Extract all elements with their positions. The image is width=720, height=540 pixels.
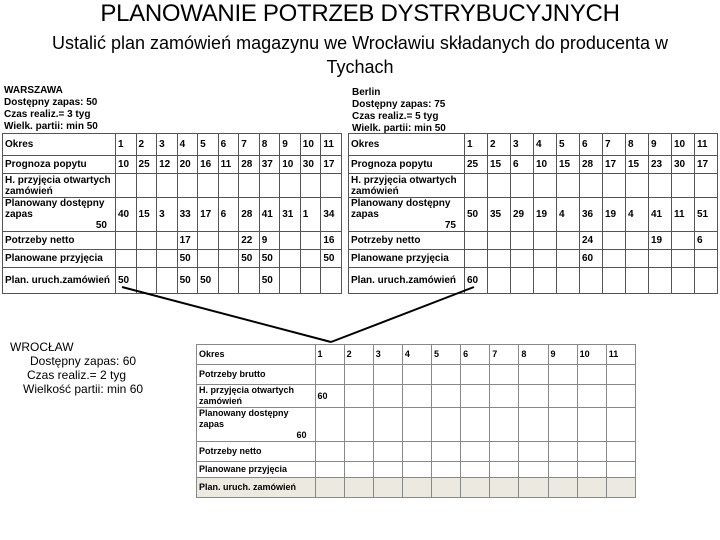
berlin-cell: 6 bbox=[695, 232, 718, 250]
warszawa-cell: 50 bbox=[177, 268, 198, 294]
wroclaw-header bbox=[10, 340, 143, 396]
warszawa-row-label-text: Planowany dostępny zapas bbox=[5, 198, 105, 220]
berlin-cell: 10 bbox=[672, 134, 695, 156]
warszawa-cell: 9 bbox=[259, 232, 280, 250]
wroclaw-cell bbox=[461, 365, 490, 385]
wroclaw-cell bbox=[402, 365, 431, 385]
wroclaw-row-label bbox=[197, 385, 316, 408]
wroclaw-cell bbox=[490, 408, 519, 442]
wroclaw-initial-stock: 60 bbox=[296, 430, 307, 440]
wroclaw-cell bbox=[548, 478, 577, 498]
wroclaw-cell bbox=[373, 462, 402, 478]
warszawa-cell: 31 bbox=[280, 198, 301, 232]
berlin-cell: 11 bbox=[695, 134, 718, 156]
wroclaw-row-label-text: Plan. uruch. zamówień bbox=[199, 482, 297, 492]
wroclaw-cell bbox=[606, 408, 635, 442]
wroclaw-cell bbox=[461, 442, 490, 462]
warszawa-cell: 33 bbox=[177, 198, 198, 232]
wroclaw-cell bbox=[402, 442, 431, 462]
wroclaw-cell bbox=[402, 408, 431, 442]
wroclaw-cell bbox=[461, 462, 490, 478]
warszawa-cell: 34 bbox=[321, 198, 342, 232]
wroclaw-cell bbox=[344, 365, 373, 385]
wroclaw-cell bbox=[315, 478, 344, 498]
warszawa-cell: 4 bbox=[177, 134, 198, 156]
wroclaw-cell bbox=[402, 478, 431, 498]
wroclaw-cell bbox=[548, 442, 577, 462]
wroclaw-cell bbox=[577, 442, 606, 462]
warszawa-cell: 22 bbox=[239, 232, 260, 250]
warszawa-cell: 41 bbox=[259, 198, 280, 232]
wroclaw-cell bbox=[315, 462, 344, 478]
berlin-row-label-text: Planowane przyjęcia bbox=[351, 253, 449, 264]
wroclaw-cell: 8 bbox=[519, 345, 548, 365]
wroclaw-cell bbox=[519, 442, 548, 462]
wroclaw-cell bbox=[402, 385, 431, 408]
berlin-cell: 17 bbox=[603, 156, 626, 174]
wroclaw-cell: 4 bbox=[402, 345, 431, 365]
wroclaw-cell bbox=[344, 385, 373, 408]
wroclaw-row-label-text: Planowane przyjęcia bbox=[199, 464, 288, 474]
wroclaw-cell bbox=[490, 365, 519, 385]
wroclaw-cell bbox=[606, 442, 635, 462]
wroclaw-cell: 3 bbox=[373, 345, 402, 365]
berlin-name: Berlin bbox=[352, 87, 381, 98]
warszawa-cell: 11 bbox=[321, 134, 342, 156]
wroclaw-cell bbox=[577, 478, 606, 498]
wroclaw-lot-size: Wielkość partii: min 60 bbox=[23, 382, 144, 396]
wroclaw-cell: 6 bbox=[461, 345, 490, 365]
wroclaw-cell bbox=[373, 478, 402, 498]
wroclaw-row-label bbox=[197, 442, 316, 462]
wroclaw-cell: 60 bbox=[315, 385, 344, 408]
berlin-cell: 8 bbox=[626, 134, 649, 156]
wroclaw-cell bbox=[402, 462, 431, 478]
wroclaw-cell bbox=[315, 365, 344, 385]
wroclaw-cell bbox=[577, 365, 606, 385]
wroclaw-cell bbox=[432, 462, 461, 478]
warszawa-cell: 50 bbox=[259, 268, 280, 294]
berlin-cell: 19 bbox=[534, 198, 557, 232]
wroclaw-table bbox=[196, 344, 636, 498]
berlin-cell: 4 bbox=[557, 198, 580, 232]
wroclaw-cell bbox=[519, 385, 548, 408]
berlin-lot-size: Wielk. partii: min 50 bbox=[352, 123, 446, 134]
wroclaw-cell bbox=[606, 462, 635, 478]
warszawa-cell: 50 bbox=[198, 268, 219, 294]
wroclaw-cell bbox=[490, 385, 519, 408]
berlin-cell: 19 bbox=[603, 198, 626, 232]
warszawa-cell: 6 bbox=[218, 134, 239, 156]
berlin-cell: 17 bbox=[695, 156, 718, 174]
berlin-cell: 3 bbox=[511, 134, 534, 156]
warszawa-cell: 17 bbox=[177, 232, 198, 250]
wroclaw-cell bbox=[373, 385, 402, 408]
wroclaw-cell bbox=[606, 478, 635, 498]
berlin-cell: 29 bbox=[511, 198, 534, 232]
wroclaw-row-label-text: H. przyjęcia otwartych zamówień bbox=[199, 385, 295, 406]
warszawa-row-label-text: Potrzeby netto bbox=[5, 235, 75, 246]
wroclaw-cell bbox=[606, 385, 635, 408]
warszawa-cell: 50 bbox=[177, 250, 198, 268]
wroclaw-row bbox=[197, 385, 636, 408]
warszawa-cell: 50 bbox=[259, 250, 280, 268]
berlin-cell: 19 bbox=[649, 232, 672, 250]
warszawa-cell: 40 bbox=[116, 198, 137, 232]
wroclaw-cell: 5 bbox=[432, 345, 461, 365]
wroclaw-cell bbox=[344, 408, 373, 442]
wroclaw-cell bbox=[461, 408, 490, 442]
wroclaw-row-label bbox=[197, 345, 316, 365]
warszawa-stock: Dostępny zapas: 50 bbox=[4, 97, 98, 108]
wroclaw-cell bbox=[461, 385, 490, 408]
berlin-initial-stock: 75 bbox=[444, 220, 456, 231]
berlin-cell: 4 bbox=[626, 198, 649, 232]
berlin-row-label-text: Plan. uruch.zamówień bbox=[351, 275, 457, 286]
warszawa-cell: 16 bbox=[198, 156, 219, 174]
berlin-cell: 6 bbox=[580, 134, 603, 156]
wroclaw-cell bbox=[344, 442, 373, 462]
wroclaw-stock: Dostępny zapas: 60 bbox=[30, 354, 137, 368]
wroclaw-cell bbox=[519, 462, 548, 478]
warszawa-row-label-text: Prognoza popytu bbox=[5, 159, 87, 170]
berlin-row-label-text: Potrzeby netto bbox=[351, 235, 421, 246]
warszawa-cell: 10 bbox=[300, 134, 321, 156]
wroclaw-cell bbox=[577, 462, 606, 478]
warszawa-cell: 30 bbox=[300, 156, 321, 174]
berlin-stock: Dostępny zapas: 75 bbox=[352, 99, 446, 110]
warszawa-cell: 7 bbox=[239, 134, 260, 156]
wroclaw-cell bbox=[315, 442, 344, 462]
wroclaw-cell: 7 bbox=[490, 345, 519, 365]
wroclaw-cell bbox=[432, 408, 461, 442]
berlin-cell: 60 bbox=[580, 250, 603, 268]
berlin-cell: 50 bbox=[465, 198, 488, 232]
wroclaw-cell bbox=[432, 385, 461, 408]
wroclaw-cell bbox=[344, 462, 373, 478]
berlin-row-label-text: Prognoza popytu bbox=[351, 159, 433, 170]
warszawa-cell: 6 bbox=[218, 198, 239, 232]
warszawa-cell: 17 bbox=[321, 156, 342, 174]
berlin-cell: 15 bbox=[557, 156, 580, 174]
warszawa-cell: 10 bbox=[116, 156, 137, 174]
wroclaw-row-label bbox=[197, 365, 316, 385]
wroclaw-cell bbox=[548, 385, 577, 408]
wroclaw-lead-time: Czas realiz.= 2 tyg bbox=[27, 368, 127, 382]
wroclaw-row-label bbox=[197, 408, 316, 442]
wroclaw-row-label-text: Potrzeby brutto bbox=[199, 369, 266, 379]
berlin-cell: 51 bbox=[695, 198, 718, 232]
berlin-cell: 23 bbox=[649, 156, 672, 174]
wroclaw-cell bbox=[344, 478, 373, 498]
berlin-cell: 24 bbox=[580, 232, 603, 250]
wroclaw-cell: 11 bbox=[606, 345, 635, 365]
wroclaw-cell bbox=[577, 385, 606, 408]
wroclaw-cell bbox=[315, 408, 344, 442]
warszawa-cell: 12 bbox=[157, 156, 178, 174]
warszawa-cell: 25 bbox=[136, 156, 157, 174]
warszawa-cell: 50 bbox=[116, 268, 137, 294]
connector-berlin bbox=[331, 287, 474, 342]
wroclaw-cell bbox=[519, 478, 548, 498]
berlin-cell: 2 bbox=[488, 134, 511, 156]
wroclaw-name: WROCŁAW bbox=[10, 340, 74, 354]
wroclaw-cell bbox=[432, 442, 461, 462]
wroclaw-cell: 10 bbox=[577, 345, 606, 365]
berlin-cell: 41 bbox=[649, 198, 672, 232]
warszawa-row-label-text: Okres bbox=[5, 139, 34, 150]
warszawa-lot-size: Wielk. partii: min 50 bbox=[4, 121, 98, 132]
warszawa-cell: 1 bbox=[300, 198, 321, 232]
warszawa-cell: 2 bbox=[136, 134, 157, 156]
wroclaw-cell bbox=[548, 365, 577, 385]
berlin-cell: 36 bbox=[580, 198, 603, 232]
warszawa-lead-time: Czas realiz.= 3 tyg bbox=[4, 109, 91, 120]
page-subtitle: Ustalić plan zamówień magazynu we Wrocławiu składanych do producenta w Tychach bbox=[52, 33, 668, 77]
warszawa-cell: 5 bbox=[198, 134, 219, 156]
wroclaw-cell bbox=[577, 408, 606, 442]
wroclaw-row-label bbox=[197, 478, 316, 498]
warszawa-cell: 17 bbox=[198, 198, 219, 232]
berlin-cell: 35 bbox=[488, 198, 511, 232]
berlin-cell: 15 bbox=[626, 156, 649, 174]
warszawa-row-label-text: H. przyjęcia otwartych zamówień bbox=[5, 174, 111, 197]
wroclaw-row-label-text: Planowany dostępny zapas bbox=[199, 408, 289, 429]
wroclaw-cell: 2 bbox=[344, 345, 373, 365]
warszawa-cell: 50 bbox=[239, 250, 260, 268]
page-title: PLANOWANIE POTRZEB DYSTRYBUCYJNYCH bbox=[100, 0, 620, 27]
warszawa-cell: 16 bbox=[321, 232, 342, 250]
wroclaw-row-label bbox=[197, 462, 316, 478]
wroclaw-cell bbox=[373, 408, 402, 442]
warszawa-cell: 9 bbox=[280, 134, 301, 156]
berlin-cell: 10 bbox=[534, 156, 557, 174]
warszawa-cell: 28 bbox=[239, 156, 260, 174]
berlin-cell: 7 bbox=[603, 134, 626, 156]
warszawa-row-label-text: Plan. uruch.zamówień bbox=[5, 275, 111, 286]
wroclaw-cell bbox=[373, 365, 402, 385]
warszawa-cell: 15 bbox=[136, 198, 157, 232]
warszawa-cell: 1 bbox=[116, 134, 137, 156]
warszawa-cell: 37 bbox=[259, 156, 280, 174]
wroclaw-row-label-text: Potrzeby netto bbox=[199, 446, 262, 456]
berlin-row-label-text: Okres bbox=[351, 139, 380, 150]
wroclaw-cell: 9 bbox=[548, 345, 577, 365]
berlin-row-label-text: Planowany dostępny zapas bbox=[351, 198, 451, 220]
warszawa-cell: 50 bbox=[321, 250, 342, 268]
warszawa-initial-stock: 50 bbox=[95, 220, 107, 231]
berlin-cell: 6 bbox=[511, 156, 534, 174]
warszawa-name: WARSZAWA bbox=[4, 85, 63, 96]
wroclaw-cell bbox=[519, 408, 548, 442]
warszawa-cell: 3 bbox=[157, 198, 178, 232]
berlin-cell: 30 bbox=[672, 156, 695, 174]
wroclaw-cell bbox=[548, 408, 577, 442]
berlin-cell: 11 bbox=[672, 198, 695, 232]
wroclaw-cell bbox=[432, 478, 461, 498]
wroclaw-cell bbox=[432, 365, 461, 385]
wroclaw-cell bbox=[606, 365, 635, 385]
warszawa-cell: 3 bbox=[157, 134, 178, 156]
wroclaw-cell bbox=[519, 365, 548, 385]
berlin-cell: 9 bbox=[649, 134, 672, 156]
wroclaw-row-label-text: Okres bbox=[199, 349, 225, 359]
berlin-cell: 25 bbox=[465, 156, 488, 174]
wroclaw-cell bbox=[373, 442, 402, 462]
wroclaw-cell bbox=[548, 462, 577, 478]
wroclaw-row bbox=[197, 365, 636, 385]
warszawa-cell: 10 bbox=[280, 156, 301, 174]
warszawa-cell: 28 bbox=[239, 198, 260, 232]
wroclaw-row bbox=[197, 442, 636, 462]
wroclaw-row bbox=[197, 478, 636, 498]
berlin-row-label-text: H. przyjęcia otwartych zamówień bbox=[351, 174, 457, 197]
berlin-cell: 28 bbox=[580, 156, 603, 174]
berlin-cell: 4 bbox=[534, 134, 557, 156]
warszawa-cell: 11 bbox=[218, 156, 239, 174]
wroclaw-cell bbox=[490, 442, 519, 462]
wroclaw-cell bbox=[490, 478, 519, 498]
wroclaw-cell: 1 bbox=[315, 345, 344, 365]
wroclaw-row bbox=[197, 408, 636, 442]
wroclaw-cell bbox=[461, 478, 490, 498]
warszawa-row-label-text: Planowane przyjęcia bbox=[5, 253, 103, 264]
berlin-cell: 1 bbox=[465, 134, 488, 156]
berlin-cell: 15 bbox=[488, 156, 511, 174]
warszawa-cell: 20 bbox=[177, 156, 198, 174]
wroclaw-row bbox=[197, 462, 636, 478]
wroclaw-cell bbox=[490, 462, 519, 478]
connector-warszawa bbox=[122, 287, 331, 342]
berlin-cell: 60 bbox=[465, 268, 488, 294]
berlin-lead-time: Czas realiz.= 5 tyg bbox=[352, 111, 439, 122]
berlin-cell: 5 bbox=[557, 134, 580, 156]
warszawa-cell: 8 bbox=[259, 134, 280, 156]
wroclaw-row bbox=[197, 345, 636, 365]
